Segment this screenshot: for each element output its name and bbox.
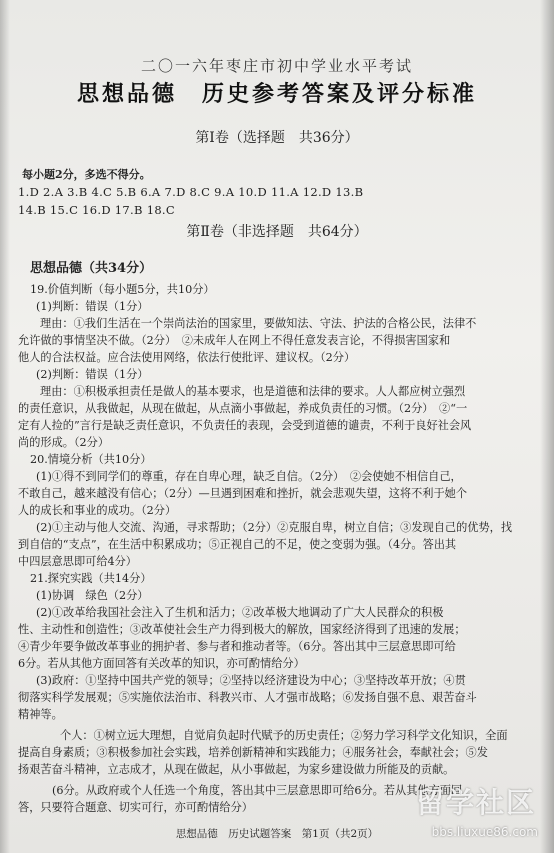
answer-line: 性、主动性和创造性；③改革使社会生产力得到极大的解放，国家经济得到了迅速的发展； bbox=[18, 623, 466, 636]
part1-title: 第Ⅰ卷（选择题 共36分） bbox=[195, 130, 359, 146]
answer-line: (2)①改革给我国社会注入了生机和活力；②改革极大地调动了广大人民群众的积极 bbox=[36, 606, 444, 619]
answer-line: (3)政府：①坚持中国共产党的领导；②坚持以经济建设为中心；③坚持改革开放；④贯 bbox=[36, 674, 466, 687]
answer-line: 中四层意思即可给4分） bbox=[18, 555, 137, 568]
answer-line: 尚的形成。（2分） bbox=[18, 436, 110, 449]
watermark-url: bbs.liuxue86.com bbox=[431, 825, 538, 839]
answer-line: (1)协调 绿色（2分） bbox=[36, 589, 149, 602]
answer-line: 他人的合法权益。应合法使用网络，依法行使批评、建议权。（2分） bbox=[18, 351, 356, 364]
main-title: 思想品德 历史参考答案及评分标准 bbox=[76, 81, 477, 107]
answer-line: 个人：①树立远大理想，自觉肩负起时代赋予的历史责任；②努力学习科学文化知识，全面 bbox=[60, 729, 508, 742]
answers-row-2: 14.B 15.C 16.D 17.B 18.C bbox=[18, 203, 175, 217]
answer-line: 人的成长和事业的成功。（2分） bbox=[18, 504, 177, 517]
site-watermark bbox=[398, 787, 548, 847]
answer-line: 精神等。 bbox=[18, 708, 63, 721]
part1-note: 每小题2分，多选不得分。 bbox=[22, 168, 151, 181]
subject-heading: 思想品德（共34分） bbox=[30, 261, 153, 276]
answer-line: (1)①得不到同学们的尊重，存在自卑心理，缺乏自信。（2分） ②会使她不相信自己， bbox=[36, 470, 462, 483]
answer-line: 理由：①积极承担责任是做人的基本要求，也是道德和法律的要求。人人都应树立强烈 bbox=[40, 385, 466, 398]
answer-line: 不敢自己，越来越没有信心；（2分）—旦遇到困难和挫折，就会悲观失望，这将不利于她个 bbox=[18, 487, 468, 500]
answer-line: 允许做的事情坚决不做。（2分） ②未成年人在网上不得任意发表言论，不得损害国家和 bbox=[18, 334, 451, 347]
answer-line: (1)判断：错误（1分） bbox=[36, 300, 149, 313]
answer-line: 答，只要符合题意、切实可行，亦可酌情给分） bbox=[18, 801, 253, 814]
q19-heading: 19.价值判断（每小题5分，共10分） bbox=[30, 283, 215, 296]
answer-line: 彻落实科学发展观；⑤实施依法治市、科教兴市、人才强市战略；⑥发扬自强不息、艰苦奋斗 bbox=[18, 691, 477, 704]
answers-row-1: 1.D 2.A 3.B 4.C 5.B 6.A 7.D 8.C 9.A 10.D 11.A 12.D 13.B bbox=[18, 185, 364, 199]
answer-line: ④青少年要争做改革事业的拥护者、参与者和推动者等。（6分。答出其中三层意思即可给 bbox=[18, 640, 456, 653]
answer-line: 6分。若从其他方面回答有关改革的知识，亦可酌情给分） bbox=[18, 657, 305, 670]
answer-line: 提高自身素质；③积极参加社会实践，培养创新精神和实践能力；④服务社会，奉献社会；⑤发 bbox=[18, 746, 488, 759]
page-right-shadow bbox=[540, 0, 554, 853]
answer-line: 理由：①我们生活在一个崇尚法治的国家里，要做知法、守法、护法的合格公民，法律不 bbox=[40, 317, 477, 330]
q20-heading: 20.情境分析（共10分） bbox=[30, 453, 152, 466]
answer-line: (6分。从政府或个人任选一个角度，答出其中三层意思即可给6分。若从其他方面回 bbox=[52, 784, 463, 797]
answer-line: 到自信的“支点”，在生活中积累成功；⑤正视自己的不足，使之变弱为强。（4分。答出其 bbox=[18, 538, 457, 551]
answer-line: 扬艰苦奋斗精神，立志成才，从现在做起，从小事做起，为家乡建设做力所能及的贡献。 bbox=[18, 763, 455, 776]
q21-heading: 21.探究实践（共14分） bbox=[30, 572, 152, 585]
answer-line: 定有人捡的”言行是缺乏责任意识，不负责任的表现，会受到道德的谴责，不利于良好社会风 bbox=[18, 419, 472, 432]
page-left-shadow bbox=[0, 0, 10, 853]
answer-line: 的责任意识，从我做起，从现在做起，从点滴小事做起，养成负责任的习惯。（2分） ②“一 bbox=[18, 402, 468, 415]
exam-title: 二〇一六年枣庄市初中学业水平考试 bbox=[140, 57, 413, 75]
page-footer: 思想品德 历史试题答案 第1页（共2页） bbox=[175, 828, 379, 840]
part2-title: 第Ⅱ卷（非选择题 共64分） bbox=[186, 224, 368, 240]
answer-line: (2)判断：错误（1分） bbox=[36, 368, 149, 381]
watermark-brand: 留学社区 bbox=[415, 786, 536, 819]
answer-line: (2)①主动与他人交流、沟通，寻求帮助；（2分）②克服自卑，树立自信；③发现自己的优势，找 bbox=[36, 521, 513, 534]
